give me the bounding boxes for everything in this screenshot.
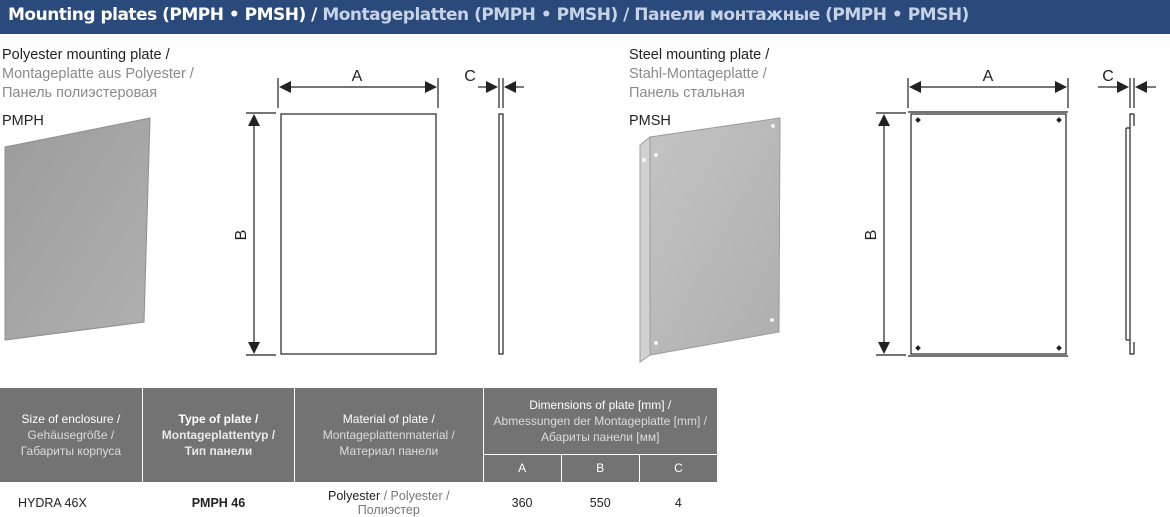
header-dims-en: Dimensions of plate [mm] / [529,397,672,412]
dimension-arrow [279,81,291,93]
dimension-arrow [1055,81,1067,93]
polyester-plate-image [5,118,150,340]
dimension-arrow [878,342,890,354]
dimension-a-label: A [351,68,363,85]
header-type-de: Montageplattentyp / [161,427,276,442]
cell-a: 360 [511,495,533,510]
header-dims-de: Abmessungen der Montageplatte [mm] / [493,413,707,428]
header-size-en: Size of enclosure / [21,411,121,426]
steel-code: PMSH [629,113,671,129]
steel-plate-image [640,118,780,362]
dimension-arrow [425,81,437,93]
dimension-arrow [878,114,890,126]
dimension-arrow [248,114,260,126]
dimension-arrow [504,81,516,93]
plate-spec-table [0,388,718,517]
steel-label-de: Stahl-Montageplatte / [629,66,767,82]
cell-size: HYDRA 46X [18,495,87,510]
polyester-label-en: Polyester mounting plate / [2,47,170,63]
header-dimensions [483,388,718,454]
header-material-de: Montageplattenmaterial / [322,427,455,442]
header-material-ru: Материал панели [339,443,439,458]
steel-mounting-holes [915,117,1062,351]
steel-label-en: Steel mounting plate / [629,47,770,63]
header-c: C [639,454,717,482]
polyester-label-de: Montageplatte aus Polyester / [2,66,194,82]
dimension-b-label: B [863,229,880,241]
steel-side-view [1098,78,1156,354]
dimension-arrow [486,81,498,93]
header-dims-ru: Абариты панели [мм] [541,429,660,444]
steel-label-ru: Панель стальная [629,85,745,101]
dimension-arrow [248,342,260,354]
cell-material-rest: / Polyester / Полиэстер [357,488,450,517]
cell-b: 550 [589,495,611,510]
dimension-c-label: C [1102,68,1114,85]
header-type [142,388,294,482]
banner-title-de-ru: Montageplatten (PMPH • PMSH) / Панели монтажные (PMPH • PMSH) [322,5,969,25]
table-row [0,482,718,517]
cell-material-en: Polyester [328,488,381,503]
header-a: A [483,454,561,482]
steel-front-view [876,78,1068,356]
polyester-front-view [246,78,438,355]
header-size-de: Gehäusegröße / [27,427,115,442]
cell-material [295,482,483,517]
header-size-ru: Габариты корпуса [20,443,122,458]
banner-title-en: Mounting plates (PMPH • PMSH) / [8,5,323,25]
polyester-code: PMPH [2,113,44,129]
cell-c: 4 [674,495,682,510]
header-material [295,388,483,482]
header-material-en: Material of plate / [342,411,435,426]
header-type-en: Type of plate / [178,411,259,426]
header-type-ru: Тип панели [184,443,253,458]
dimension-arrow [909,81,921,93]
dimension-arrow [1135,81,1147,93]
polyester-side-view [478,78,524,354]
dimension-c-label: C [464,68,476,85]
polyester-label-ru: Панель полиэстеровая [2,85,158,101]
header-b: B [561,454,639,482]
cell-type: PMPH 46 [191,495,246,510]
header-size [0,388,142,482]
dimension-arrow [1117,81,1129,93]
dimension-a-label: A [982,68,994,85]
dimension-b-label: B [233,229,250,241]
